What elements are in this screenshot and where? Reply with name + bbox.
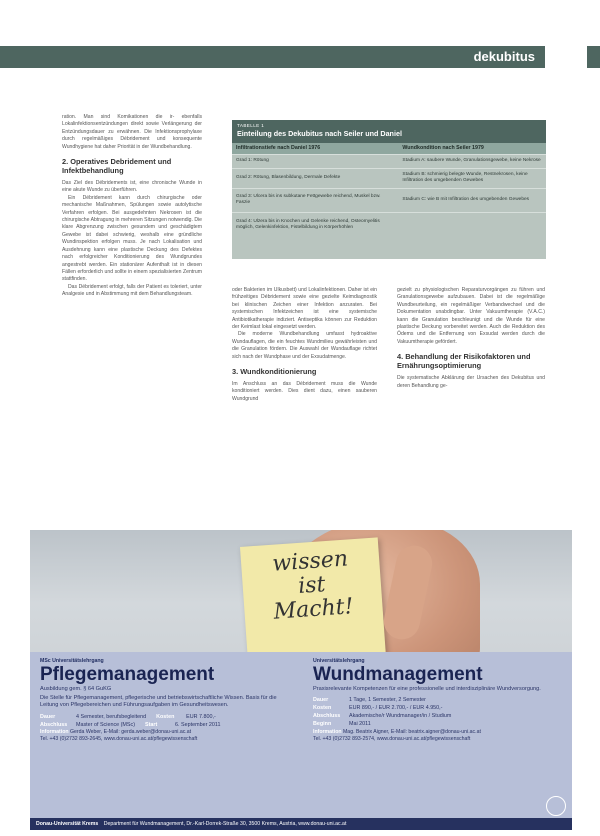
paragraph: Ein Débridement kann durch chirurgische oder mechanische Maßnahmen, Spülungen sowie autolytische Verfahren erfolgen. Bei ausgedehnten Nekrosen ist die chirurgische Abtragung in mehreren Sitzungen notwendig. Die klare Abgrenzung zwischen gesundem und geschädigtem Gewebe ist dabei schwierig, weshalb eine gründliche Wundinspektion erfolgen muss. Je nach Lokalisation und Ausdehnung kann eine plastische Deckung des Defektes nach erfolgreicher Konditionierung des Wundgrundes angestrebt werden. Ein stationärer Aufenthalt ist in diesen Fällen erforderlich und sollte in einem spezialisierten Zentrum stattfinden. xyxy=(62,194,202,283)
table-row xyxy=(232,188,546,212)
advert-info-row xyxy=(40,714,295,722)
section-heading: 3. Wundkonditionierung xyxy=(232,367,317,377)
section-title: dekubitus xyxy=(473,49,535,64)
header-edge-tab xyxy=(587,46,600,68)
info-key: Kosten xyxy=(313,705,332,712)
table-header xyxy=(232,120,546,143)
info-value: 4 Semester, berufsbegleitend xyxy=(76,713,147,720)
section-heading: 4. Behandlung der Risikofaktoren und Ernährungsoptimierung xyxy=(397,352,531,371)
info-value: Master of Science (MSc) xyxy=(76,721,136,728)
advert-kicker: MSc Universitätslehrgang xyxy=(40,658,104,664)
paragraph: Im Anschluss an das Débridement muss die Wunde konditioniert werden. Dies dient dazu, einen sauberen Wundgrund xyxy=(232,381,377,402)
advert-info-row xyxy=(313,713,568,721)
info-key: Start xyxy=(145,721,158,728)
section-header-bar xyxy=(0,46,545,68)
contact-label: Information xyxy=(313,728,342,735)
table-row xyxy=(232,154,546,168)
info-value: Akademische/r Wundmanager/in / Studium xyxy=(349,713,452,719)
advert-contact-line[interactable]: Tel. +43 (0)2732 893-2645, www.donau-uni.ac.at/pflegewissenschaft xyxy=(40,736,198,743)
column-header: Infiltrationstiefe nach Daniel 1976 xyxy=(232,143,398,154)
paragraph: gezielt zu physiologischen Reparaturvorgängen zu führen und Granulationsgewebe aufzubauen. Dabei ist die regelmäßige Wundbeurteilung, ein regelmäßiger Verbandwechsel und die Dokumentation unabdingbar. Unter Vakuumtherapie (V.A.C.) kann die Granulation beschleunigt und die Wunde für eine plastische Deckung vorbereitet werden. Auch die Reduktion des Ödems und die Entfernung von Exsudat werden durch die Vakuumtherapie gefördert. xyxy=(397,287,545,345)
table-body xyxy=(232,143,546,238)
info-value: 6. September 2011 xyxy=(175,721,221,728)
section-heading: 2. Operatives Debridement und Infektbehandlung xyxy=(62,157,172,176)
article-column-2 xyxy=(232,287,377,403)
table-row xyxy=(232,168,546,188)
info-key: Abschluss xyxy=(313,713,341,719)
advert-contact-line[interactable]: Tel. +43 (0)2732 893-2574, www.donau-uni.ac.at/pflegewissenschaft xyxy=(313,735,471,742)
course-advert xyxy=(30,652,572,818)
advert-info-row xyxy=(313,697,568,705)
advert-footer xyxy=(30,818,572,830)
advert-info-row xyxy=(313,721,568,729)
table-cell: Grad 1: Rötung xyxy=(232,154,398,168)
advert-kicker: Universitätslehrgang xyxy=(313,658,365,664)
advert-title: Pflegemanagement xyxy=(40,664,215,685)
note-line: wissen xyxy=(271,546,349,577)
advert-title: Wundmanagement xyxy=(313,664,483,685)
info-value: EUR 7.800,- xyxy=(186,713,216,720)
advert-subtitle: Ausbildung gem. § 64 GuKG xyxy=(40,686,112,692)
article-column-3 xyxy=(397,287,545,390)
article-column-1 xyxy=(62,114,202,299)
paragraph: Die moderne Wundbehandlung umfasst hydroaktive Wundauflagen, die ein feuchtes Wundmilieu gewährleisten und die Granulation fördern. Die Auswahl der Wundauflage richtet sich nach der Wundphase und der Exsudatmenge. xyxy=(232,331,377,360)
paragraph: oder Bakterien im Ulkusbett) und Lokalinfektionen. Daher ist ein frühzeitiges Débridement sowie eine gezielte Keimdiagnostik bei klinischen Zeichen einer Infektion anzuraten. Bei systemischen Infektzeichen ist eine systemische Antibiotikatherapie indiziert. Antiseptika können zur Reduktion der Keimlast lokal eingesetzt werden. xyxy=(232,287,377,331)
advert-contact xyxy=(40,729,295,736)
info-key: Dauer xyxy=(313,697,329,704)
advert-description: Praxisrelevante Kompetenzen für eine professionelle und interdisziplinäre Wundversorgung. xyxy=(313,686,541,692)
table-cell: Stadium A: saubere Wunde, Granulationsgewebe, keine Nekrose xyxy=(398,154,546,168)
table-label: TABELLE 1 xyxy=(237,123,265,128)
note-line: Macht! xyxy=(272,594,355,625)
sticky-note xyxy=(240,537,386,652)
table-row xyxy=(232,212,546,238)
paragraph: ration. Man sind Komikationen die ir- ebenfalls Lokalinfektionsentzündungen direkt sowie Verlängerung der Entzündungsdauer zu erwähnen. Die Infektionsprophylaxe durch regelmäßiges Débridement und konsequente Wundhygiene hat daher Priorität in der Wundbehandlung. xyxy=(62,114,202,150)
info-key: Beginn xyxy=(313,720,332,727)
university-seal-icon xyxy=(546,796,566,816)
advert-info-row xyxy=(40,722,295,730)
advert-info-row xyxy=(313,705,568,713)
info-value: 1 Tage, 1 Semester, 2 Semester xyxy=(349,697,426,704)
info-value: Mai 2011 xyxy=(349,720,371,727)
info-key: Kosten xyxy=(156,713,175,720)
table-cell xyxy=(398,212,546,238)
table-cell: Grad 4: Ulzera bis in Knochen und Gelenke reichend, Osteomyelitis möglich, Gelenkinfektion, Fistelbildung in Körperhöhlen xyxy=(232,212,398,238)
info-key: Dauer xyxy=(40,713,56,720)
paragraph: Das Ziel des Débridements ist, eine chronische Wunde in eine akute Wunde zu überführen. xyxy=(62,180,202,194)
table-title: Einteilung des Dekubitus nach Seiler und Daniel xyxy=(237,129,402,138)
advert-photo xyxy=(30,530,572,652)
contact-label: Information xyxy=(40,729,69,736)
advert-contact xyxy=(313,729,568,736)
info-key: Abschluss xyxy=(40,721,68,728)
advert-pflegemanagement xyxy=(40,658,295,743)
column-header: Wundkondition nach Seiler 1979 xyxy=(398,143,546,154)
paragraph: Die systematische Abklärung der Ursachen des Dekubitus und deren Behandlung ge- xyxy=(397,375,545,389)
paragraph: Das Débridement erfolgt, falls der Patient es toleriert, unter Analgesie und in Abstimmung mit dem Behandlungsteam. xyxy=(62,283,202,298)
note-line: ist xyxy=(297,572,327,599)
contact-email[interactable]: Gerda Weber, E-Mail: gerda.weber@donau-uni.ac.at xyxy=(69,729,192,736)
classification-table xyxy=(232,120,546,259)
table-cell: Stadium B: schmierig belegte Wunde, Restnekrosen, keine Infiltration des umgebenden Gewebes xyxy=(398,168,546,188)
table-cell: Grad 2: Rötung, Blasenbildung, Dermale Defekte xyxy=(232,168,398,188)
advert-wundmanagement xyxy=(313,658,568,743)
sticky-note-text xyxy=(241,545,384,626)
advert-description: Die Stelle für Pflegemanagement, pflegerische und betriebswirtschaftliche Wissen. Basis für die Leitung von Pflegebereichen und Führungsaufgaben im Gesundheitswesen. xyxy=(40,695,277,709)
footer-university-name: Donau-Universität Krems xyxy=(36,821,99,827)
info-value: EUR 890,- / EUR 2.700,- / EUR 4.950,- xyxy=(349,705,443,712)
footer-address: Department für Wundmanagement, Dr.-Karl-Dorrek-Straße 30, 3500 Krems, Austria, www.donau-uni.ac.at xyxy=(103,821,347,827)
contact-email[interactable]: Mag. Beatrix Aigner, E-Mail: beatrix.aigner@donau-uni.ac.at xyxy=(342,728,481,735)
table-cell: Grad 3: Ulcera bis ins subkutane Fettgewebe reichend, Muskel bzw. Faszie xyxy=(232,188,398,212)
table-cell: Stadium C: wie B mit Infiltration des umgebenden Gewebes xyxy=(398,188,546,212)
